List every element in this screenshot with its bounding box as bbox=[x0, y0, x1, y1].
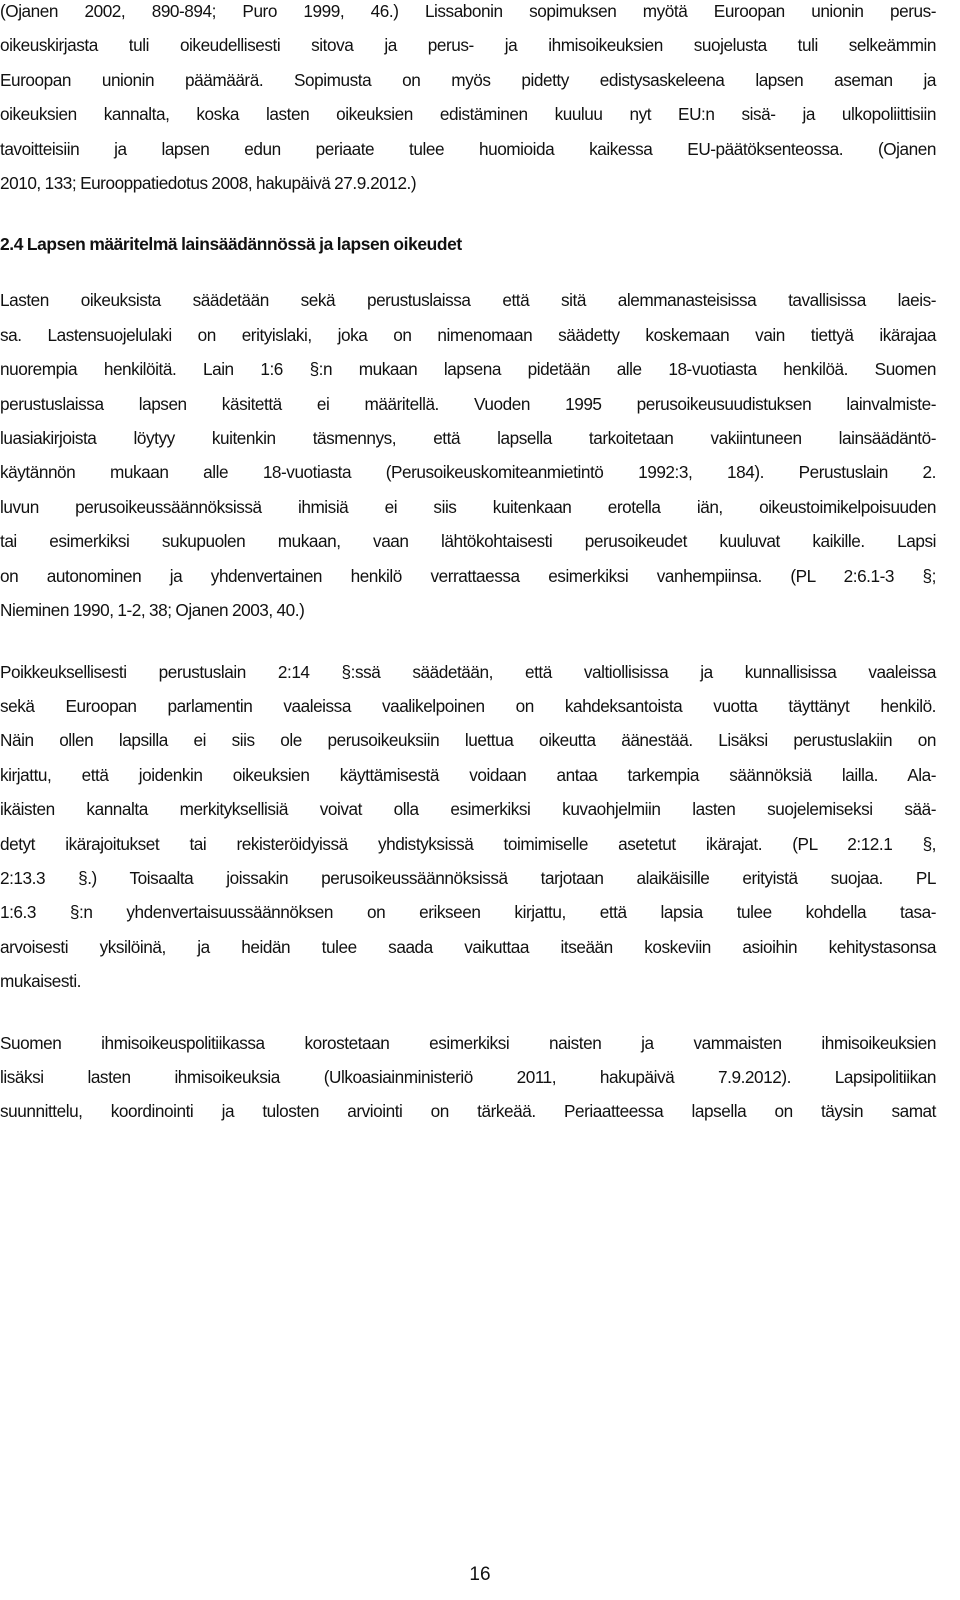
text-line: arvoisesti yksilöinä, ja heidän tulee saada vaikuttaa itseään koskeviin asioihin kehitystasonsa bbox=[0, 936, 936, 957]
paragraph-1 bbox=[0, 0, 936, 200]
text-line: käytännön mukaan alle 18-vuotiasta (Perusoikeuskomiteanmietintö 1992:3, 184). Perustuslain 2. bbox=[0, 462, 936, 483]
text-line: detyt ikärajoitukset tai rekisteröidyissä yhdistyksissä toimimiselle asetetut ikärajat. (PL 2:12.1 §, bbox=[0, 833, 936, 854]
text-line: on autonominen ja yhdenvertainen henkilö verrattaessa esimerkiksi vanhempiinsa. (PL 2:6.1-3 §; bbox=[0, 565, 936, 586]
paragraph-4 bbox=[0, 1026, 936, 1129]
text-line: lisäksi lasten ihmisoikeuksia (Ulkoasiainministeriö 2011, hakupäivä 7.9.2012). Lapsipolitiikan bbox=[0, 1066, 936, 1087]
text-line: Nieminen 1990, 1-2, 38; Ojanen 2003, 40.) bbox=[0, 600, 305, 621]
text-line: Euroopan unionin päämäärä. Sopimusta on myös pidetty edistysaskeleena lapsen aseman ja bbox=[0, 69, 936, 90]
text-line: sekä Euroopan parlamentin vaaleissa vaalikelpoinen on kahdeksantoista vuotta täyttänyt henkilö. bbox=[0, 695, 936, 716]
section-heading: 2.4 Lapsen määritelmä lainsäädännössä ja lapsen oikeudet bbox=[0, 234, 462, 255]
text-line: 2:13.3 §.) Toisaalta joissakin perusoikeussäännöksissä tarjotaan alaikäisille erityistä suojaa. PL bbox=[0, 867, 936, 888]
text-line: Lasten oikeuksista säädetään sekä perustuslaissa että sitä alemmanasteisissa tavallisissa laeis- bbox=[0, 290, 936, 311]
text-line: 2010, 133; Eurooppatiedotus 2008, hakupäivä 27.9.2012.) bbox=[0, 173, 417, 194]
text-line: Suomen ihmisoikeuspolitiikassa korostetaan esimerkiksi naisten ja vammaisten ihmisoikeuksien bbox=[0, 1032, 936, 1053]
text-line: oikeuskirjasta tuli oikeudellisesti sitova ja perus- ja ihmisoikeuksien suojelusta tuli selkeämmin bbox=[0, 35, 936, 56]
text-line: luasiakirjoista löytyy kuitenkin täsmennys, että lapsella tarkoitetaan vakiintuneen lainsäädäntö- bbox=[0, 428, 936, 449]
spacer bbox=[0, 628, 936, 655]
spacer bbox=[0, 200, 936, 227]
text-line: sa. Lastensuojelulaki on erityislaki, joka on nimenomaan säädetty koskemaan vain tiettyä ikärajaa bbox=[0, 324, 936, 345]
paragraph-3 bbox=[0, 655, 936, 999]
text-line: oikeuksien kannalta, koska lasten oikeuksien edistäminen kuuluu nyt EU:n sisä- ja ulkopoliittisiin bbox=[0, 104, 936, 125]
text-line: 1:6.3 §:n yhdenvertaisuussäännöksen on erikseen kirjattu, että lapsia tulee kohdella tasa- bbox=[0, 902, 936, 923]
text-line: Poikkeuksellisesti perustuslain 2:14 §:ssä säädetään, että valtiollisissa ja kunnallisissa vaaleissa bbox=[0, 661, 936, 682]
text-line: perustuslaissa lapsen käsitettä ei määritellä. Vuoden 1995 perusoikeusuudistuksen lainvalmiste- bbox=[0, 393, 936, 414]
text-line: mukaisesti. bbox=[0, 971, 82, 992]
text-line: ikäisten kannalta merkityksellisiä voivat olla esimerkiksi kuvaohjelmiin lasten suojelemiseksi sää- bbox=[0, 799, 936, 820]
page-number: 16 bbox=[469, 1564, 491, 1585]
text-line: Näin ollen lapsilla ei siis ole perusoikeuksiin luettua oikeutta äänestää. Lisäksi perustuslakiin on bbox=[0, 730, 936, 751]
text-line: tai esimerkiksi sukupuolen mukaan, vaan lähtökohtaisesti perusoikeudet kuuluvat kaikille. Lapsi bbox=[0, 531, 936, 552]
text-line: (Ojanen 2002, 890-894; Puro 1999, 46.) Lissabonin sopimuksen myötä Euroopan unionin perus- bbox=[0, 1, 936, 21]
text-line: suunnittelu, koordinointi ja tulosten arviointi on tärkeää. Periaatteessa lapsella on täysin samat bbox=[0, 1101, 936, 1122]
spacer bbox=[0, 261, 936, 283]
text-line: tavoitteisiin ja lapsen edun periaate tulee huomioida kaikessa EU-päätöksenteossa. (Ojanen bbox=[0, 138, 936, 159]
text-line: luvun perusoikeussäännöksissä ihmisiä ei siis kuitenkaan erotella iän, oikeustoimikelpoisuuden bbox=[0, 496, 936, 517]
spacer bbox=[0, 999, 936, 1026]
paragraph-2 bbox=[0, 283, 936, 627]
text-line: nuorempia henkilöitä. Lain 1:6 §:n mukaan lapsena pidetään alle 18-vuotiasta henkilöä. Suomen bbox=[0, 359, 936, 380]
text-line: kirjattu, että joidenkin oikeuksien käyttämisestä voidaan antaa tarkempia säännöksiä lailla. Ala- bbox=[0, 764, 936, 785]
